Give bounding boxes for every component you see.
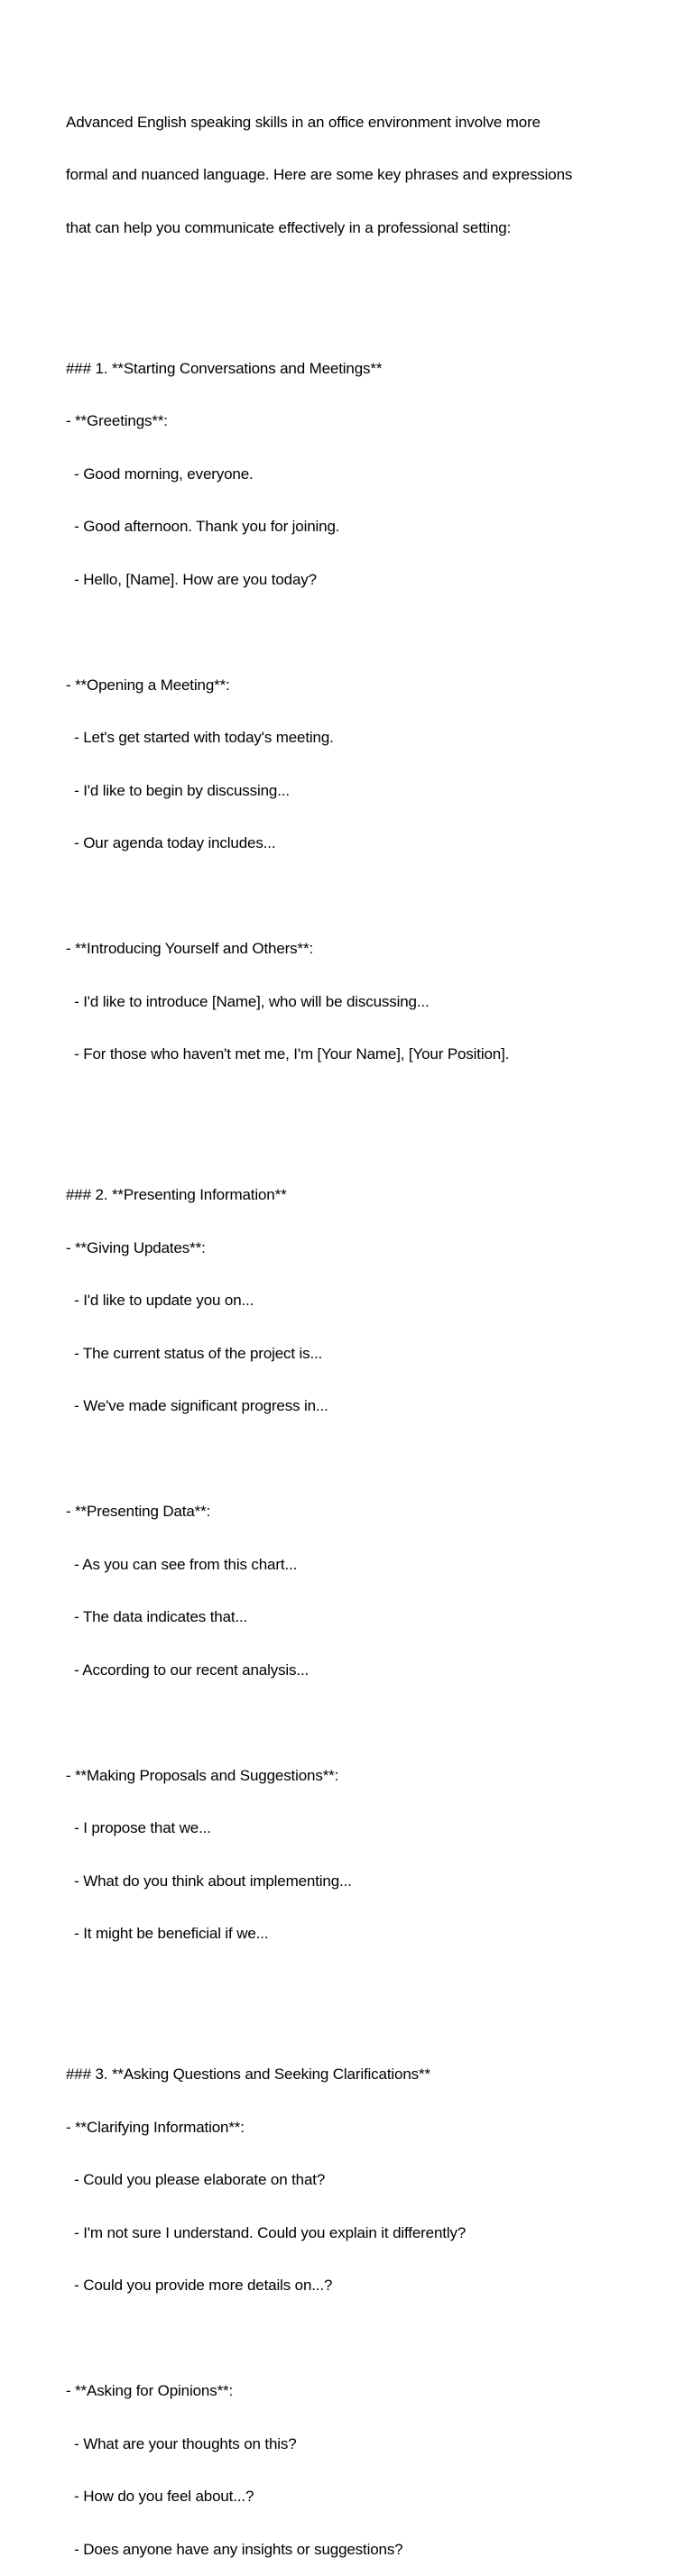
list-item: - How do you feel about...? (66, 2488, 254, 2505)
list-item: - We've made significant progress in... (66, 1397, 328, 1414)
list-item: - Let's get started with today's meeting. (66, 729, 334, 746)
list-item: - The current status of the project is... (66, 1344, 323, 1362)
list-item: - It might be beneficial if we... (66, 1925, 269, 1942)
list-item: - Our agenda today includes... (66, 834, 276, 851)
list-item: - What are your thoughts on this? (66, 2434, 297, 2452)
list-item: - I'd like to introduce [Name], who will be discussing... (66, 992, 430, 1010)
spacer (66, 1450, 661, 1468)
group-title: - **Presenting Data**: (66, 1503, 211, 1520)
spacer (66, 1978, 661, 1996)
list-item: - Good morning, everyone. (66, 465, 254, 483)
list-item: - Good afternoon. Thank you for joining. (66, 518, 340, 535)
list-item: - What do you think about implementing... (66, 1872, 352, 1890)
list-item: - According to our recent analysis... (66, 1661, 310, 1679)
list-item: - Could you provide more details on...? (66, 2277, 333, 2294)
group-title: - **Making Proposals and Suggestions**: (66, 1766, 339, 1784)
section-heading: ### 3. **Asking Questions and Seeking Clarifications** (66, 2065, 430, 2083)
list-item: - I'd like to begin by discussing... (66, 781, 290, 799)
group-title: - **Opening a Meeting**: (66, 676, 230, 694)
group-title: - **Giving Updates**: (66, 1238, 206, 1256)
spacer (66, 1099, 661, 1117)
spacer (66, 888, 661, 906)
list-item: - For those who haven't met me, I'm [Your Name], [Your Position]. (66, 1045, 510, 1063)
list-item: - As you can see from this chart... (66, 1555, 298, 1573)
group-title: - **Greetings**: (66, 412, 168, 429)
list-item: - I propose that we... (66, 1819, 211, 1836)
intro-line: that can help you communicate effectively in a professional setting: (66, 218, 512, 236)
section-heading: ### 2. **Presenting Information** (66, 1186, 287, 1203)
spacer (66, 2330, 661, 2348)
list-item: - I'd like to update you on... (66, 1292, 254, 1309)
spacer (66, 623, 661, 641)
group-title: - **Clarifying Information**: (66, 2118, 245, 2136)
intro-line: Advanced English speaking skills in an office environment involve more (66, 113, 541, 131)
list-item: - Does anyone have any insights or suggestions? (66, 2540, 403, 2558)
list-item: - The data indicates that... (66, 1608, 248, 1625)
spacer (66, 271, 661, 290)
spacer (66, 1714, 661, 1732)
list-item: - Could you please elaborate on that? (66, 2171, 326, 2188)
list-item: - Hello, [Name]. How are you today? (66, 570, 317, 588)
list-item: - I'm not sure I understand. Could you explain it differently? (66, 2223, 467, 2241)
intro-line: formal and nuanced language. Here are some key phrases and expressions (66, 166, 573, 183)
section-heading: ### 1. **Starting Conversations and Meetings** (66, 359, 383, 377)
group-title: - **Introducing Yourself and Others**: (66, 940, 314, 957)
document-page (66, 60, 661, 2576)
group-title: - **Asking for Opinions**: (66, 2382, 234, 2399)
